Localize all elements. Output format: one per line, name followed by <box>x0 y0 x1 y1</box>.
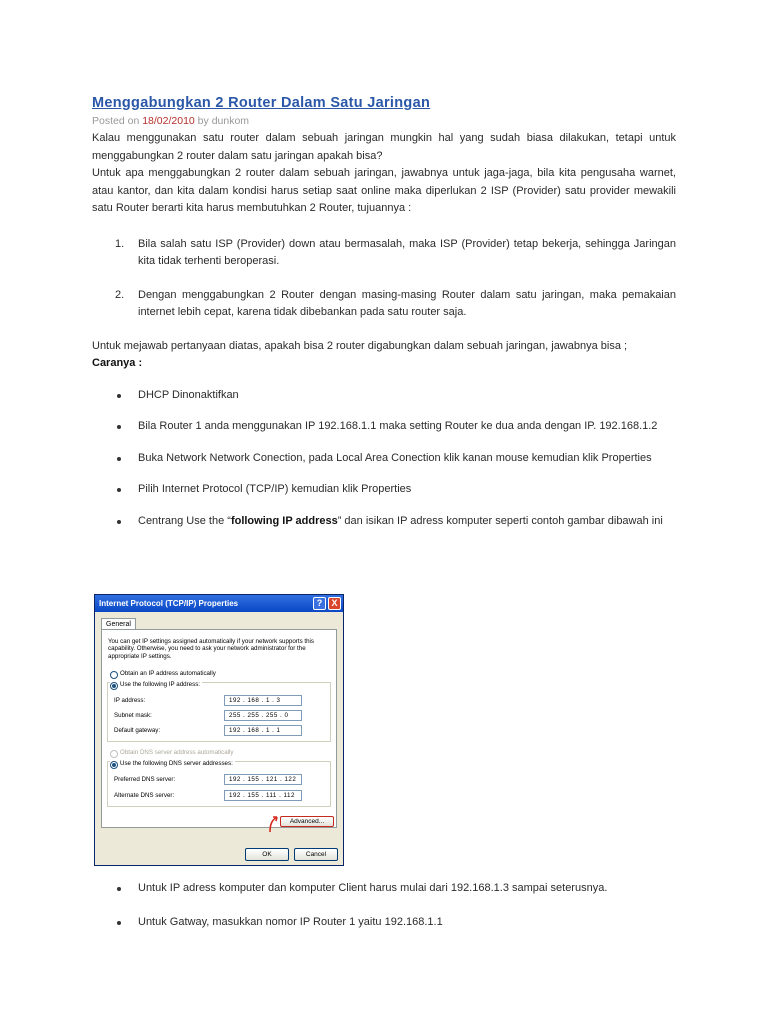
bullet-icon <box>117 425 121 429</box>
post-date-link[interactable]: 18/02/2010 <box>142 115 195 127</box>
dialog-description: You can get IP settings assigned automatically if your network supports this capability. Otherwise, you need to ask your network administrator for the appropriate IP settings. <box>108 638 315 660</box>
list-item <box>92 287 676 322</box>
meta-prefix: Posted on <box>92 115 143 127</box>
ip-address-input[interactable]: 192 . 168 . 1 . 3 <box>224 695 302 706</box>
question-paragraph: Untuk mejawab pertanyaan diatas, apakah bisa 2 router digabungkan dalam sebuah jaringan, jawabnya bisa ; <box>92 339 628 352</box>
list-text: Pilih Internet Protocol (TCP/IP) kemudian klik Properties <box>138 483 412 495</box>
bullet-icon <box>117 921 121 925</box>
red-arrow-icon <box>268 814 278 832</box>
article-title[interactable]: Menggabungkan 2 Router Dalam Satu Jaringan <box>92 95 431 111</box>
advanced-button[interactable]: Advanced... <box>280 816 334 827</box>
alternate-dns-input[interactable]: 192 . 155 . 111 . 112 <box>224 790 302 801</box>
bullet-icon <box>117 457 121 461</box>
ok-button[interactable]: OK <box>245 848 289 861</box>
meta-author: by dunkom <box>194 115 250 127</box>
alternate-dns-label: Alternate DNS server: <box>114 792 175 799</box>
gateway-label: Default gateway: <box>114 727 161 734</box>
step5-text-b: ” dan isikan IP adress komputer seperti contoh gambar dibawah ini <box>337 514 663 527</box>
list-text: DHCP Dinonaktifkan <box>138 388 239 401</box>
list-number: 2. <box>115 288 125 301</box>
preferred-dns-label: Preferred DNS server: <box>114 776 176 783</box>
help-icon[interactable]: ? <box>313 597 326 610</box>
intro-paragraph-2: Untuk apa menggabungkan 2 router dalam sebuah jaringan, jawabnya untuk jaga-jaga, bila kita pengusaha warnet, atau kantor, dan kita dalam kondisi harus setiap saat online maka diperlukan 2 ISP (Provider) satu provider mewakili satu Router berarti kita harus membutuhkan 2 Router, tujuannya : <box>92 167 676 214</box>
dialog-title: Internet Protocol (TCP/IP) Properties <box>99 599 239 608</box>
general-panel <box>101 629 337 828</box>
obtain-ip-radio[interactable]: Obtain an IP address automatically <box>110 670 216 678</box>
article <box>92 95 676 544</box>
list-text: Untuk Gatway, masukkan nomor IP Router 1 yaitu 192.168.1.1 <box>138 915 443 928</box>
close-icon[interactable]: X <box>328 597 341 610</box>
list-item <box>92 387 676 405</box>
list-text: Bila salah satu ISP (Provider) down atau bermasalah, maka ISP (Provider) tetap bekerja, sehingga Jaringan kita tidak terhenti beroperasi. <box>138 237 676 267</box>
list-text: Dengan menggabungkan 2 Router dengan masing-masing Router dalam satu jaringan, maka pemakaian internet lebih cepat, karena tidak dibebankan pada satu router saja. <box>138 288 676 318</box>
use-dns-radio[interactable]: Use the following DNS server addresses: <box>110 760 235 768</box>
caranya-heading: Caranya : <box>92 357 143 369</box>
tcpip-properties-dialog <box>94 594 344 866</box>
list-item <box>92 450 676 468</box>
bullet-icon <box>117 887 121 891</box>
ip-label: IP address: <box>114 697 146 704</box>
after-steps-list <box>92 880 676 945</box>
list-number: 1. <box>115 237 125 250</box>
list-item <box>92 481 676 499</box>
reasons-list <box>92 236 676 322</box>
steps-list <box>92 387 676 531</box>
list-text: Buka Network Network Conection, pada Local Area Conection klik kanan mouse kemudian klik Properties <box>138 451 652 464</box>
default-gateway-input[interactable]: 192 . 168 . 1 . 1 <box>224 725 302 736</box>
bullet-icon <box>117 520 121 524</box>
preferred-dns-input[interactable]: 192 . 155 . 121 . 122 <box>224 774 302 785</box>
list-item <box>92 914 676 932</box>
tab-general[interactable]: General <box>101 618 136 631</box>
step5-bold: following IP address <box>230 514 338 527</box>
bullet-icon <box>117 488 121 492</box>
list-item <box>92 513 676 531</box>
list-item <box>92 418 676 436</box>
subnet-label: Subnet mask: <box>114 712 152 719</box>
list-text: Untuk IP adress komputer dan komputer Client harus mulai dari 192.168.1.3 sampai seterusnya. <box>138 882 608 894</box>
intro-paragraph-1: Kalau menggunakan satu router dalam sebuah jaringan mungkin hal yang sudah biasa dilakukan, tetapi untuk menggabungkan 2 router dalam satu jaringan apakah bisa? <box>92 132 676 162</box>
post-meta <box>92 115 676 128</box>
list-item <box>92 236 676 271</box>
subnet-mask-input[interactable]: 255 . 255 . 255 . 0 <box>224 710 302 721</box>
use-ip-radio[interactable]: Use the following IP address: <box>110 681 202 689</box>
obtain-dns-radio[interactable]: Obtain DNS server address automatically <box>110 749 233 757</box>
step5-text-a: Centrang Use the “ <box>138 514 231 527</box>
list-text: Bila Router 1 anda menggunakan IP 192.168.1.1 maka setting Router ke dua anda dengan IP. 192.168.1.2 <box>138 420 658 432</box>
bullet-icon <box>117 394 121 398</box>
cancel-button[interactable]: Cancel <box>294 848 338 861</box>
dialog-titlebar <box>95 595 343 612</box>
list-item <box>92 880 676 898</box>
